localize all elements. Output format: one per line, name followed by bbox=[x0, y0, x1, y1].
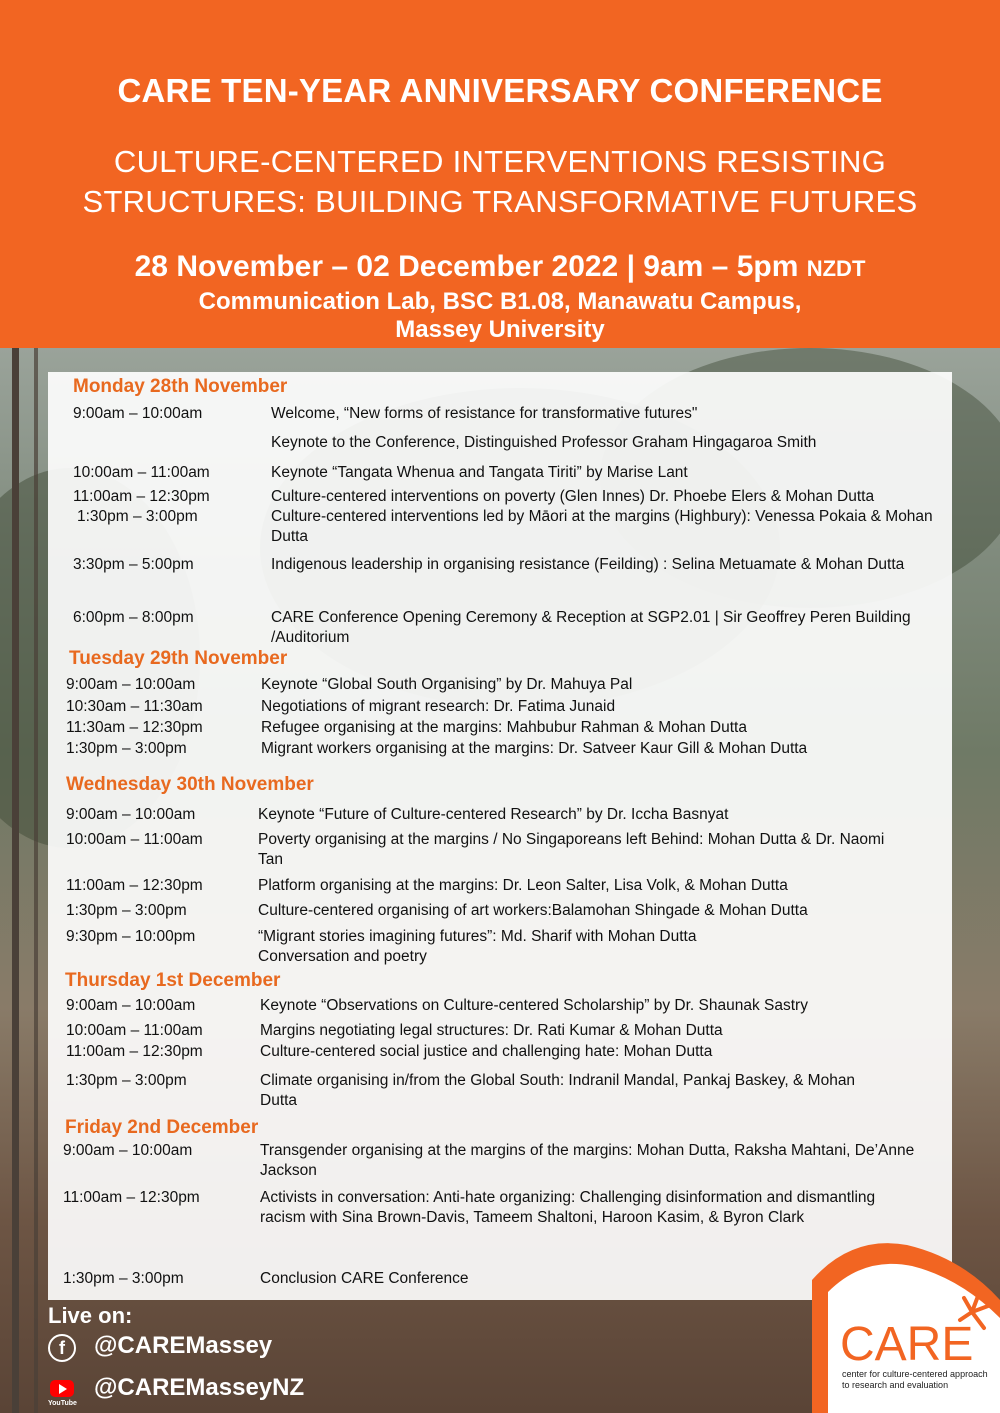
session-description: Margins negotiating legal structures: Dr. Rati Kumar & Mohan Dutta bbox=[260, 1022, 723, 1039]
conference-title: CARE TEN-YEAR ANNIVERSARY CONFERENCE bbox=[117, 72, 883, 109]
conference-date bbox=[0, 250, 1000, 284]
session-description: Keynote to the Conference, Distinguished Professor Graham Hingagaroa Smith bbox=[271, 434, 817, 451]
conference-venue bbox=[0, 288, 1000, 344]
session-description: Activists in conversation: Anti-hate organizing: Challenging disinformation and dismantling racism with Sina Brown-Davis, Tameem Shaltoni, Haroon Kasim, & Byron Clark bbox=[260, 1189, 876, 1226]
session-time: 10:00am – 11:00am bbox=[66, 831, 203, 848]
session-description: Culture-centered organising of art workers:Balamohan Shingade & Mohan Dutta bbox=[258, 902, 808, 919]
session-description: Migrant workers organising at the margins: Dr. Satveer Kaur Gill & Mohan Dutta bbox=[261, 740, 808, 757]
session-time: 9:00am – 10:00am bbox=[66, 806, 196, 823]
youtube-icon bbox=[50, 1380, 74, 1397]
venue-line-1: Communication Lab, BSC B1.08, Manawatu Campus, bbox=[198, 288, 802, 315]
logo-wordmark: CARE bbox=[840, 1318, 974, 1371]
session-description: Refugee organising at the margins: Mahbubur Rahman & Mohan Dutta bbox=[261, 719, 747, 736]
header-banner bbox=[0, 0, 1000, 348]
session-time: 1:30pm – 3:00pm bbox=[66, 1072, 187, 1089]
session-time: 10:30am – 11:30am bbox=[66, 698, 203, 715]
session-description: CARE Conference Opening Ceremony & Reception at SGP2.01 | Sir Geoffrey Peren Building /Auditorium bbox=[271, 609, 911, 646]
day-heading-thursday: Thursday 1st December bbox=[65, 970, 281, 991]
session-time: 11:30am – 12:30pm bbox=[66, 719, 203, 736]
session-description: Indigenous leadership in organising resistance (Feilding) : Selina Metuamate & Mohan Dutta bbox=[271, 556, 905, 573]
venue-line-2: Massey University bbox=[395, 316, 605, 343]
session-time: 11:00am – 12:30pm bbox=[63, 1189, 200, 1206]
youtube-link[interactable] bbox=[48, 1374, 348, 1410]
session-description: Poverty organising at the margins / No Singaporeans left Behind: Mohan Dutta & Dr. Naomi Tan bbox=[258, 831, 885, 868]
day-heading-tuesday: Tuesday 29th November bbox=[69, 648, 288, 669]
session-time: 9:30pm – 10:00pm bbox=[66, 928, 196, 945]
live-on-label: Live on: bbox=[48, 1303, 133, 1328]
session-description: Conclusion CARE Conference bbox=[260, 1270, 469, 1287]
session-time: 11:00am – 12:30pm bbox=[66, 1043, 203, 1060]
session-time: 10:00am – 11:00am bbox=[66, 1022, 203, 1039]
session-description: Keynote “Tangata Whenua and Tangata Tiriti” by Marise Lant bbox=[271, 464, 688, 481]
session-description: Climate organising in/from the Global South: Indranil Mandal, Pankaj Baskey, & Mohan Dutta bbox=[260, 1072, 856, 1109]
care-logo-graphic bbox=[812, 1240, 1000, 1413]
session-description: “Migrant stories imagining futures”: Md. Sharif with Mohan Dutta Conversation and poetry bbox=[258, 928, 697, 965]
youtube-handle: @CAREMasseyNZ bbox=[94, 1374, 305, 1401]
subtitle-line-1: CULTURE-CENTERED INTERVENTIONS RESISTING bbox=[113, 144, 887, 179]
session-time: 1:30pm – 3:00pm bbox=[66, 740, 187, 757]
session-time: 11:00am – 12:30pm bbox=[73, 488, 210, 505]
day-heading-wednesday: Wednesday 30th November bbox=[66, 774, 314, 795]
session-time: 1:30pm – 3:00pm bbox=[66, 902, 187, 919]
session-description: Culture-centered interventions on poverty (Glen Innes) Dr. Phoebe Elers & Mohan Dutta bbox=[271, 488, 875, 505]
session-description: Transgender organising at the margins of the margins: Mohan Dutta, Raksha Mahtani, De’Anne Jackson bbox=[260, 1142, 915, 1179]
session-time: 1:30pm – 3:00pm bbox=[63, 1270, 184, 1287]
facebook-icon: f bbox=[48, 1334, 76, 1362]
logo-tagline-1: center for culture-centered approach bbox=[842, 1369, 988, 1379]
session-description: Culture-centered interventions led by Māori at the margins (Highbury): Venessa Pokaia & Mohan Dutta bbox=[271, 508, 933, 545]
session-description: Welcome, “New forms of resistance for transformative futures" bbox=[271, 405, 698, 422]
session-time: 9:00am – 10:00am bbox=[73, 405, 203, 422]
session-description: Keynote “Future of Culture-centered Research” by Dr. Iccha Basnyat bbox=[258, 806, 729, 823]
session-time: 9:00am – 10:00am bbox=[66, 676, 196, 693]
session-description: Negotiations of migrant research: Dr. Fatima Junaid bbox=[261, 698, 616, 715]
subtitle-line-2: STRUCTURES: BUILDING TRANSFORMATIVE FUTURES bbox=[82, 184, 918, 219]
conference-subtitle bbox=[0, 142, 1000, 222]
session-time: 9:00am – 10:00am bbox=[63, 1142, 193, 1159]
day-heading-friday: Friday 2nd December bbox=[65, 1117, 259, 1138]
session-description: Keynote “Observations on Culture-centered Scholarship” by Dr. Shaunak Sastry bbox=[260, 997, 808, 1014]
facebook-handle: @CAREMassey bbox=[94, 1332, 273, 1359]
session-time: 10:00am – 11:00am bbox=[73, 464, 210, 481]
care-logo bbox=[812, 1240, 1000, 1413]
session-time: 9:00am – 10:00am bbox=[66, 997, 196, 1014]
session-description: Keynote “Global South Organising” by Dr. Mahuya Pal bbox=[261, 676, 633, 693]
youtube-icon-label: YouTube bbox=[48, 1400, 77, 1407]
day-heading-monday: Monday 28th November bbox=[73, 376, 288, 397]
session-time: 11:00am – 12:30pm bbox=[66, 877, 203, 894]
facebook-link[interactable] bbox=[48, 1332, 348, 1366]
timezone: NZDT bbox=[806, 256, 866, 281]
date-range: 28 November – 02 December 2022 | 9am – 5pm bbox=[134, 250, 799, 283]
session-time: 6:00pm – 8:00pm bbox=[73, 609, 194, 626]
session-description: Platform organising at the margins: Dr. Leon Salter, Lisa Volk, & Mohan Dutta bbox=[258, 877, 788, 894]
logo-tagline-2: to research and evaluation bbox=[842, 1380, 949, 1390]
session-time: 3:30pm – 5:00pm bbox=[73, 556, 194, 573]
session-time: 1:30pm – 3:00pm bbox=[77, 508, 198, 525]
session-description: Culture-centered social justice and challenging hate: Mohan Dutta bbox=[260, 1043, 713, 1060]
